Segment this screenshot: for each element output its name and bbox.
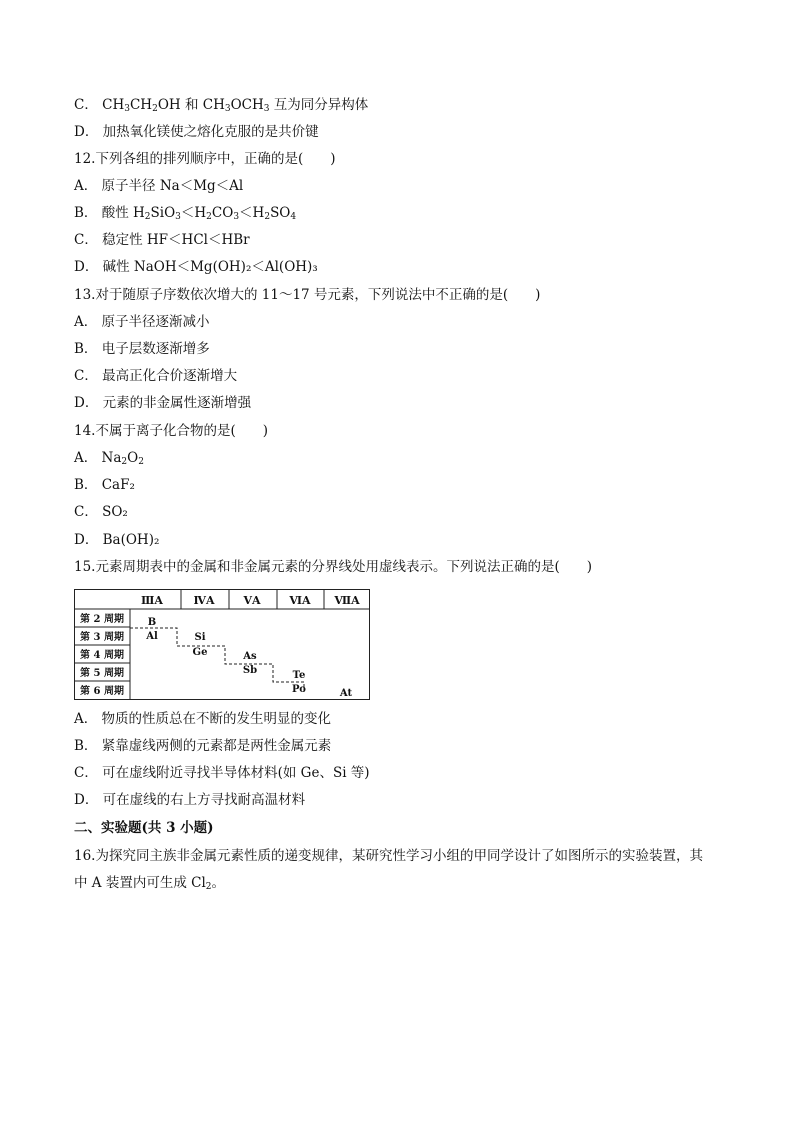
q12-option-b: B． 酸性 $H_2SiO_3<H_2CO_3<H_2SO_4$ [74,205,297,222]
q14-option-d: D． Ba(OH)₂ [74,532,160,548]
q15-option-b: B． 紧靠虚线两侧的元素都是两性金属元素 [74,738,332,754]
period-3-label: 第 3 周期 [80,632,124,643]
header-group-4a: ⅣA [193,594,215,607]
question-12: 12.下列各组的排列顺序中，正确的是( ) [74,151,336,167]
element-si: Si [194,632,206,643]
question-15: 15.元素周期表中的金属和非金属元素的分界线处用虚线表示。下列说法正确的是( ) [74,559,593,575]
element-te: Te [292,670,306,681]
element-as: As [243,651,257,662]
element-al: Al [146,631,158,642]
q13-option-a: A． 原子半径逐渐减小 [74,314,210,330]
header-group-3a: ⅢA [141,594,163,607]
periodic-table-svg [74,589,370,700]
question-14: 14.不属于离子化合物的是( ) [74,423,269,439]
element-b: B [147,617,157,628]
q13-option-c: C． 最高正化合价逐渐增大 [74,368,238,384]
periodic-table-figure [74,589,370,700]
period-4-label: 第 4 周期 [80,650,124,661]
question-16-line-2: 中 A 装置内可生成 $Cl_2$。 [74,875,226,892]
header-group-5a: ⅤA [243,594,261,607]
element-po: Po [292,684,306,695]
period-2-label: 第 2 周期 [80,614,124,625]
section-2-heading: 二、实验题(共 3 小题) [74,820,214,836]
q13-option-b: B． 电子层数逐渐增多 [74,341,210,357]
q12-option-c: C． 稳定性 HF＜HCl＜HBr [74,232,250,248]
option-d-mgo: D． 加热氧化镁使之熔化克服的是共价键 [74,124,319,140]
header-group-6a: ⅥA [289,594,311,607]
q15-option-c: C． 可在虚线附近寻找半导体材料(如 Ge、Si 等) [74,765,370,781]
q12-option-d: D． 碱性 NaOH＜Mg(OH)₂＜Al(OH)₃ [74,259,318,275]
q14-option-b: B． CaF₂ [74,477,135,493]
q14-option-a: A． $Na_2O_2$ [74,450,144,467]
question-16-line-1: 16.为探究同主族非金属元素性质的递变规律，某研究性学习小组的甲同学设计了如图所示的实验装置，其 [74,848,703,864]
question-13: 13.对于随原子序数依次增大的 11～17 号元素，下列说法中不正确的是( ) [74,287,541,303]
element-sb: Sb [242,665,258,676]
header-group-7a: ⅦA [334,594,360,607]
element-ge: Ge [192,647,208,658]
period-6-label: 第 6 周期 [80,686,124,697]
q12-option-a: A． 原子半径 Na＜Mg＜Al [74,178,244,194]
q14-option-c: C． SO₂ [74,504,128,520]
q13-option-d: D． 元素的非金属性逐渐增强 [74,395,252,411]
element-at: At [339,688,353,699]
period-5-label: 第 5 周期 [80,668,124,679]
q15-option-a: A． 物质的性质总在不断的发生明显的变化 [74,711,332,727]
q15-option-d: D． 可在虚线的右上方寻找耐高温材料 [74,792,306,808]
option-c-isomer: C． $CH_3CH_2OH$ 和 $CH_3OCH_3$ 互为同分异构体 [74,97,369,114]
